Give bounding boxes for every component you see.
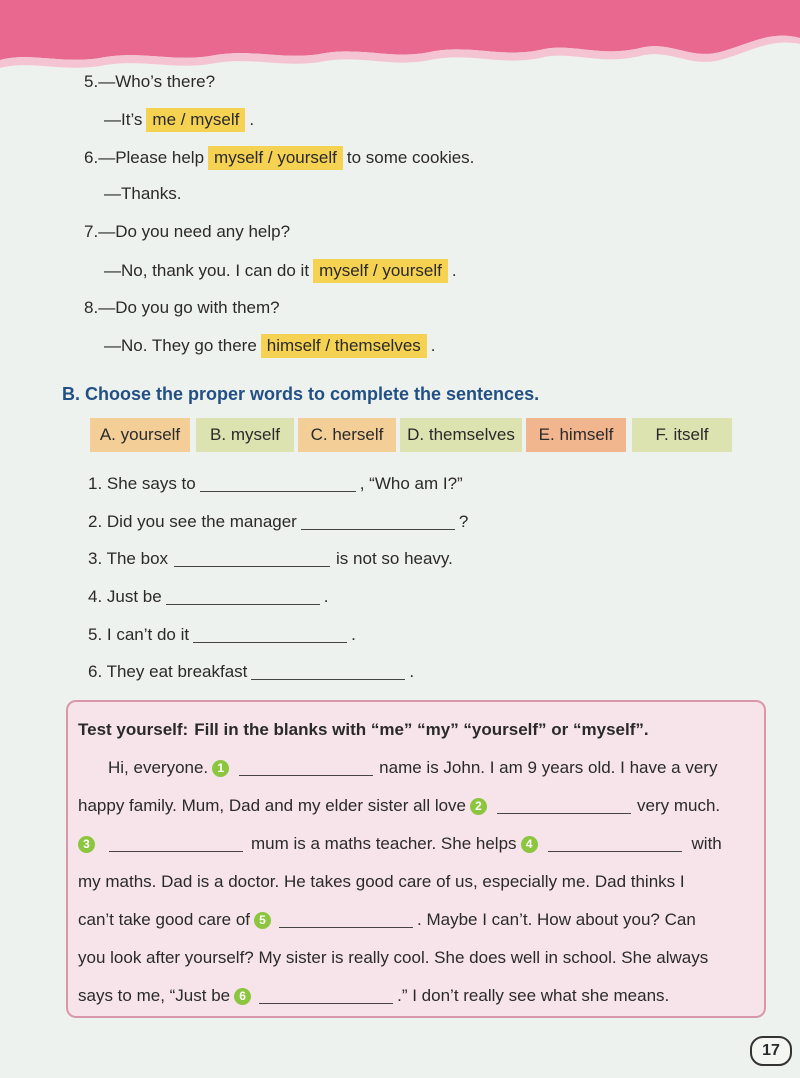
test-title-rest: Fill in the blanks with “me” “my” “yourself” or “myself”.: [194, 720, 649, 739]
test-line-2: [78, 796, 720, 816]
test-blank-2[interactable]: [497, 799, 631, 814]
item-6-question: [84, 146, 474, 170]
marker-1-icon: 1: [212, 760, 229, 777]
option-d[interactable]: D. themselves: [400, 418, 522, 452]
item-5-answer-pre: —It’s: [104, 110, 143, 129]
top-decorative-band: [0, 0, 800, 80]
page-number: 17: [750, 1036, 792, 1066]
option-c[interactable]: C. herself: [298, 418, 396, 452]
marker-3-icon: 3: [78, 836, 95, 853]
sentence-6: [88, 662, 414, 682]
test-title: [78, 720, 649, 740]
test-title-prefix: Test yourself:: [78, 720, 189, 739]
item-5-question: [84, 72, 215, 92]
item-5-answer-post: .: [249, 110, 255, 129]
item-6-question-post: to some cookies.: [346, 148, 475, 167]
sentence-2-pre: 2. Did you see the manager: [88, 512, 297, 531]
test-line-3: [78, 834, 722, 854]
test-blank-6[interactable]: [259, 989, 393, 1004]
item-8-number: 8.: [84, 298, 99, 317]
item-6-answer-text: —Thanks.: [104, 184, 182, 203]
sentence-6-post: .: [409, 662, 415, 681]
sentence-4-post: .: [323, 587, 329, 606]
sentence-3-post: is not so heavy.: [336, 549, 453, 568]
item-5-answer: [104, 108, 254, 132]
sentence-5-post: .: [351, 625, 356, 644]
sentence-4-pre: 4. Just be: [88, 587, 162, 606]
sentence-6-pre: 6. They eat breakfast: [88, 662, 248, 681]
item-7-answer-post: .: [451, 261, 457, 280]
test-blank-3[interactable]: [109, 837, 243, 852]
sentence-3-blank[interactable]: [174, 552, 330, 567]
item-6-answer: [104, 184, 181, 204]
marker-4-icon: 4: [521, 836, 538, 853]
item-5-number: 5.: [84, 72, 99, 91]
sentence-5-pre: 5. I can’t do it: [88, 625, 190, 644]
item-8-answer: [104, 334, 436, 358]
test-line-6-text: you look after yourself? My sister is really cool. She does well in school. She always: [78, 948, 709, 967]
option-e[interactable]: E. himself: [526, 418, 626, 452]
sentence-2-blank[interactable]: [301, 515, 455, 530]
item-7-question-text: —Do you need any help?: [98, 222, 291, 241]
test-yourself-box: [66, 700, 766, 1018]
item-7-choice[interactable]: myself / yourself: [313, 259, 448, 283]
item-6-number: 6.: [84, 148, 99, 167]
item-7-answer: [104, 259, 457, 283]
item-8-choice[interactable]: himself / themselves: [261, 334, 427, 358]
test-line-7: [78, 986, 669, 1006]
section-b-title: B. Choose the proper words to complete the sentences.: [62, 384, 540, 404]
option-a[interactable]: A. yourself: [90, 418, 190, 452]
item-7-number: 7.: [84, 222, 99, 241]
item-5-question-text: —Who’s there?: [98, 72, 216, 91]
test-blank-5[interactable]: [279, 913, 413, 928]
item-6-choice[interactable]: myself / yourself: [208, 146, 343, 170]
marker-2-icon: 2: [470, 798, 487, 815]
item-7-question: [84, 222, 290, 242]
item-8-answer-post: .: [430, 336, 436, 355]
sentence-1-pre: 1. She says to: [88, 474, 196, 493]
sentence-5: [88, 625, 356, 645]
option-b[interactable]: B. myself: [196, 418, 294, 452]
sentence-5-blank[interactable]: [193, 628, 347, 643]
sentence-1-post: , “Who am I?”: [359, 474, 463, 493]
option-f[interactable]: F. itself: [632, 418, 732, 452]
sentence-2-post: ?: [458, 512, 469, 531]
sentence-3-pre: 3. The box: [88, 549, 169, 568]
test-line-5-pre: can’t take good care of: [78, 910, 251, 929]
test-line-7-post: .” I don’t really see what she means.: [397, 986, 670, 1005]
sentence-1-blank[interactable]: [200, 477, 356, 492]
sentence-4: [88, 587, 328, 607]
item-8-question-text: —Do you go with them?: [98, 298, 280, 317]
item-8-question: [84, 298, 280, 318]
test-blank-4[interactable]: [548, 837, 682, 852]
test-line-7-pre: says to me, “Just be: [78, 986, 231, 1005]
item-7-answer-pre: —No, thank you. I can do it: [104, 261, 310, 280]
sentence-2: [88, 512, 468, 532]
sentence-4-blank[interactable]: [166, 590, 320, 605]
item-6-question-pre: —Please help: [98, 148, 205, 167]
test-line-6: [78, 948, 708, 968]
test-line-2-pre: happy family. Mum, Dad and my elder sister all love: [78, 796, 467, 815]
test-line-3-post: with: [691, 834, 722, 853]
test-line-5-post: . Maybe I can’t. How about you? Can: [417, 910, 696, 929]
test-line-4: [78, 872, 685, 892]
test-line-1-pre: Hi, everyone.: [108, 758, 209, 777]
marker-5-icon: 5: [254, 912, 271, 929]
test-line-1: [108, 758, 717, 778]
test-line-4-text: my maths. Dad is a doctor. He takes good care of us, especially me. Dad thinks I: [78, 872, 685, 891]
sentence-6-blank[interactable]: [251, 665, 405, 680]
test-line-1-post: name is John. I am 9 years old. I have a very: [379, 758, 718, 777]
item-5-choice[interactable]: me / myself: [146, 108, 245, 132]
marker-6-icon: 6: [234, 988, 251, 1005]
test-line-2-post: very much.: [637, 796, 721, 815]
test-blank-1[interactable]: [239, 761, 373, 776]
test-line-3-mid: mum is a maths teacher. She helps: [251, 834, 517, 853]
sentence-1: [88, 474, 463, 494]
sentence-3: [88, 549, 453, 569]
test-line-5: [78, 910, 696, 930]
item-8-answer-pre: —No. They go there: [104, 336, 257, 355]
